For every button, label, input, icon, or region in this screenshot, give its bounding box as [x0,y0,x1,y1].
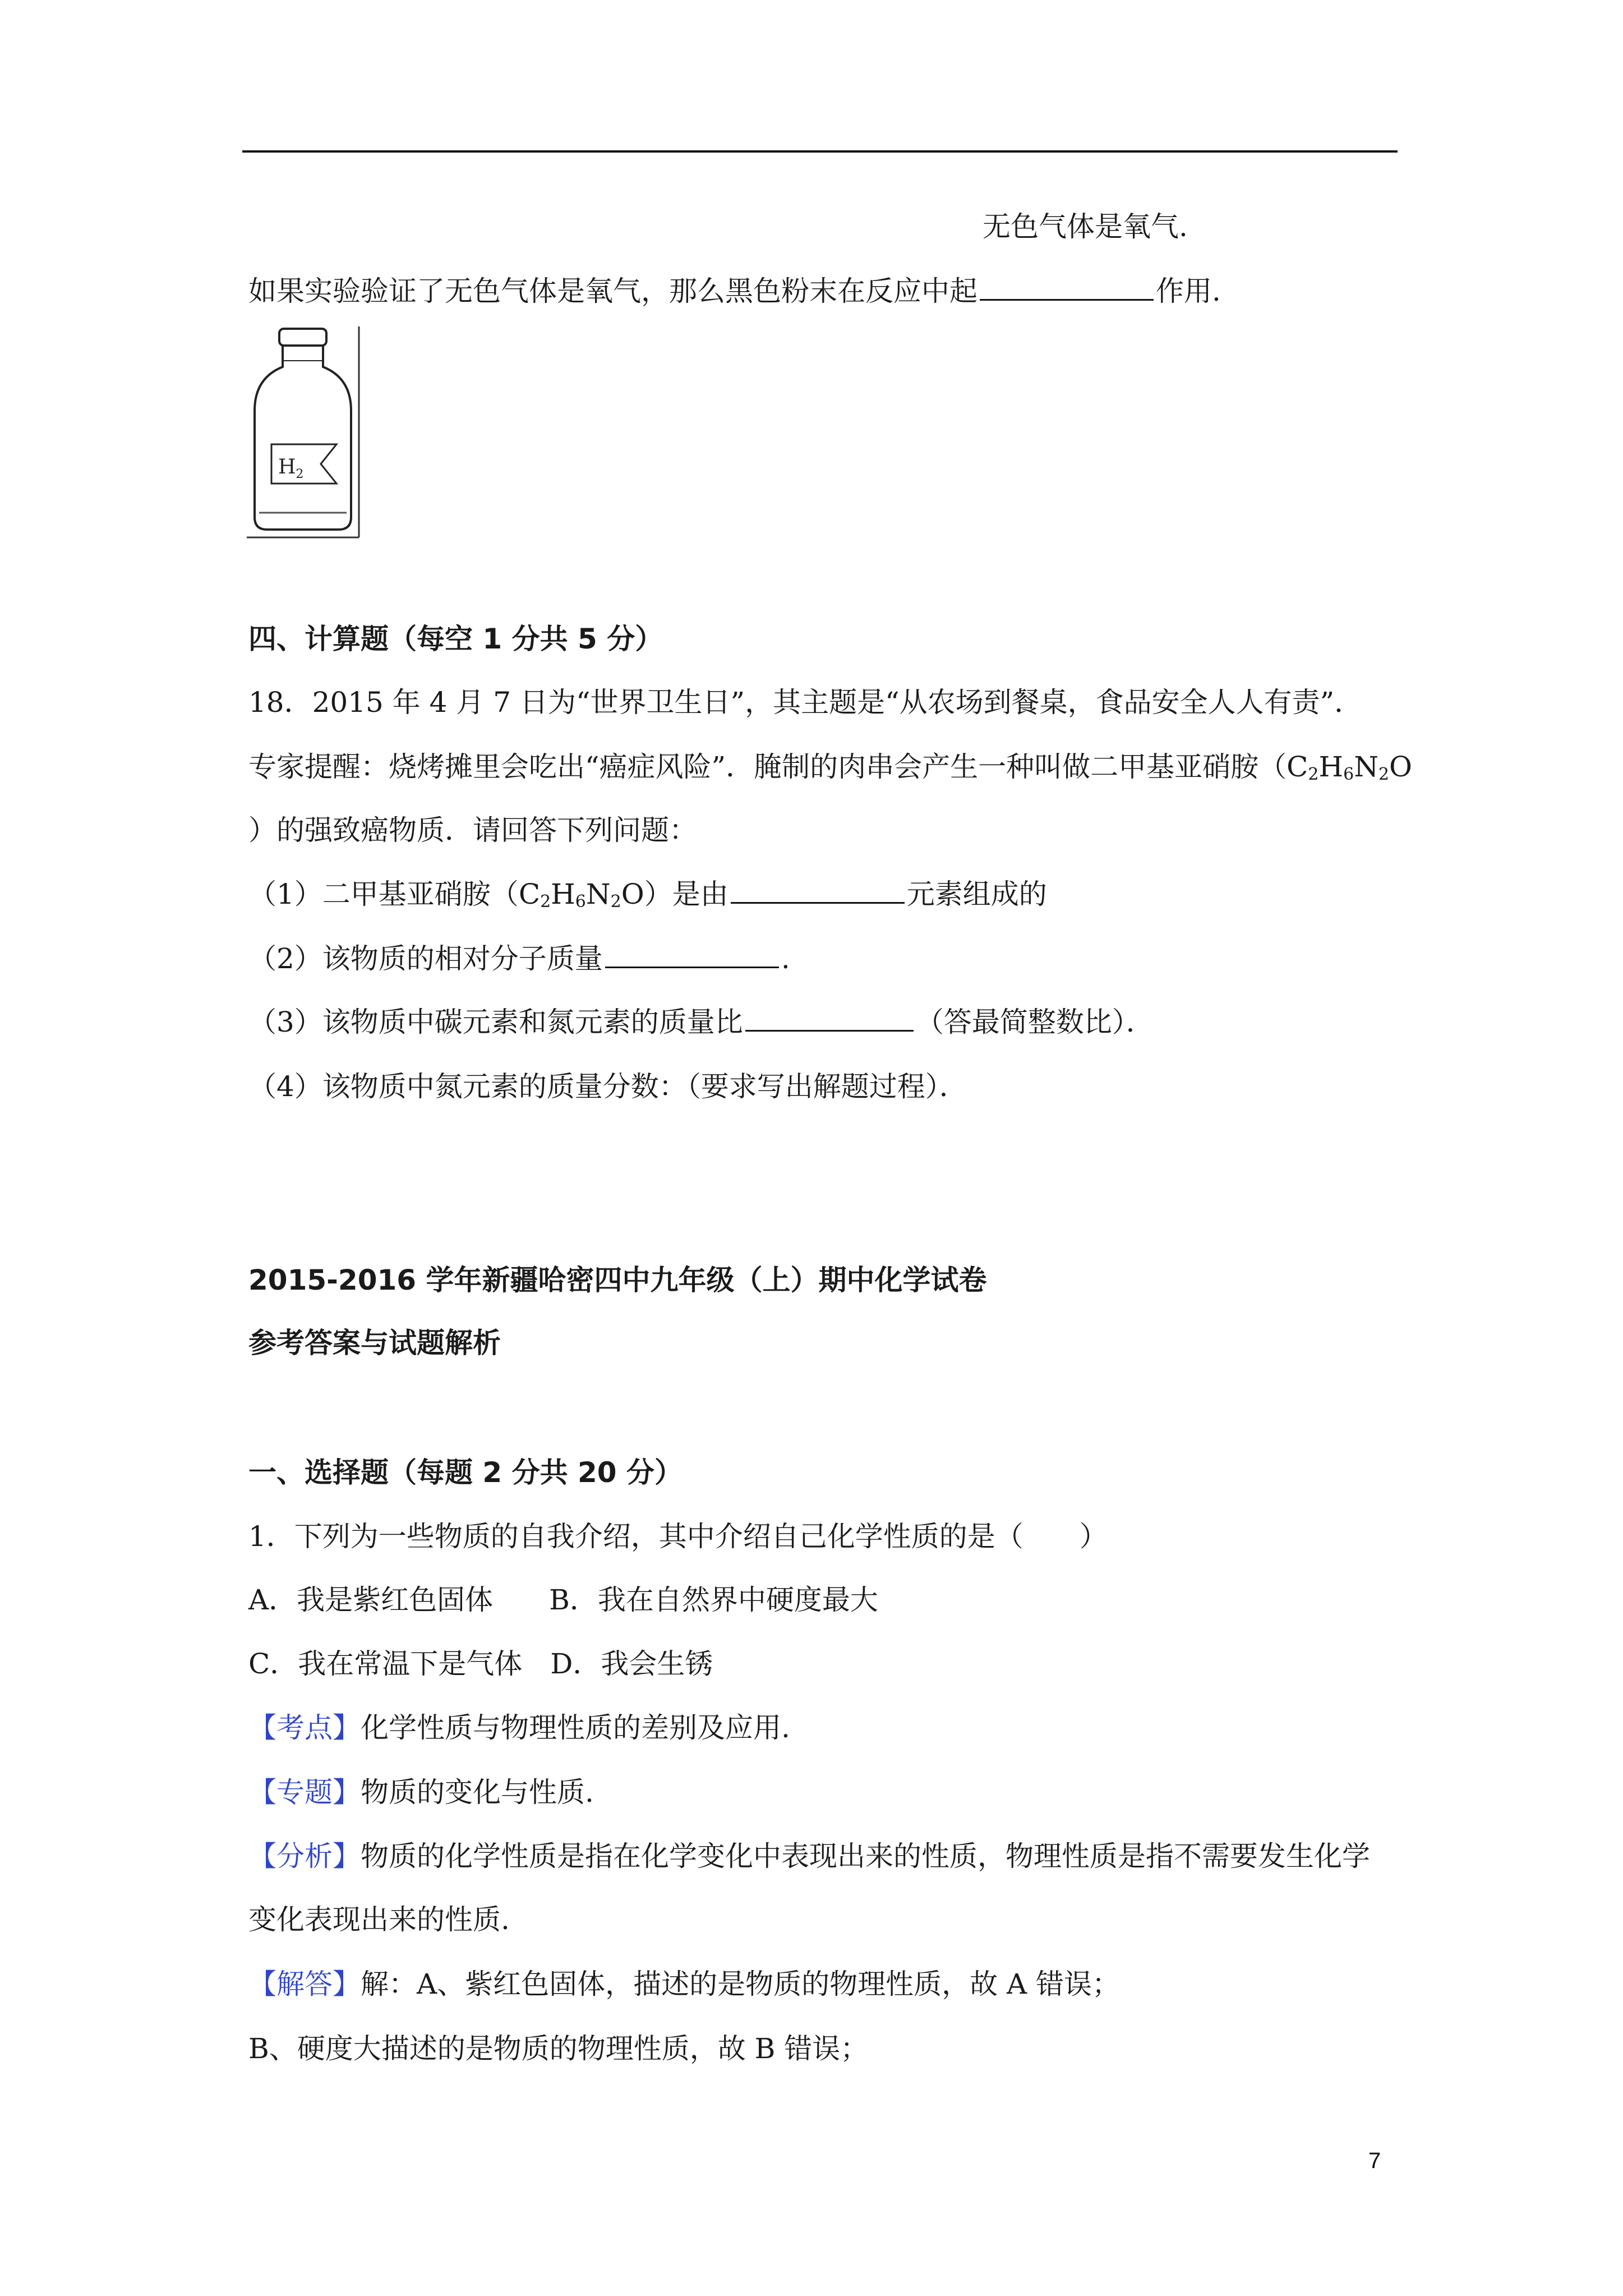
page-number: 7 [1368,2148,1381,2173]
verify-line: 如果实验验证了无色气体是氧气，那么黑色粉末在反应中起 作用. [248,273,1221,309]
q18-sub3: （3）该物质中碳元素和氮元素的质量比 （答最简整数比）． [248,1004,1154,1040]
jieda-line1: 【解答】解：A、紫红色固体，描述的是物质的物理性质，故 A 错误； [248,1968,1121,2000]
zhuanti-tag: 【专题】 [248,1776,361,1809]
zhuanti-line: 【专题】物质的变化与性质. [248,1776,594,1809]
answer-blank[interactable] [980,273,1154,301]
jieda-line2: B、硬度大描述的是物质的物理性质，故 B 错误； [248,2032,869,2065]
answers-subtitle: 参考答案与试题解析 [248,1327,501,1359]
answer-blank[interactable] [605,941,779,968]
section1-title: 一、选择题（每题 2 分共 20 分） [248,1456,683,1489]
formula-c2h6n2o: $C_2H_6N_2O$ [518,878,644,912]
answer-blank[interactable] [731,876,905,904]
section4-title: 四、计算题（每空 1 分共 5 分） [248,623,663,655]
gas-bottle-figure [247,326,365,540]
q18-line1: 18．2015 年 4 月 7 日为“世界卫生日”，其主题是“从农场到餐桌，食品安全人人有责”． [248,686,1363,719]
kaodian-tag: 【考点】 [248,1711,361,1744]
q18-sub2: （2）该物质的相对分子质量 . [248,941,790,977]
fenxi-line2: 变化表现出来的性质. [248,1903,510,1936]
q18-line3: ）的强致癌物质．请回答下列问题： [248,814,697,846]
q18-sub1: （1）二甲基亚硝胺$(C_2H_6N_2O)$是由 元素组成的 [248,876,1047,912]
q18-line2: 专家提醒：烧烤摊里会吃出“癌症风险”．腌制的肉串会产生一种叫做二甲基亚硝胺（$C_2H_6N_2O$ [248,751,1413,784]
header-rule [242,150,1398,153]
gas-line: 无色气体是氧气. [983,210,1188,243]
bottle-label-sub: 2 [296,467,304,481]
kaodian-line: 【考点】化学性质与物理性质的差别及应用. [248,1711,790,1744]
answers-title: 2015-2016 学年新疆哈密四中九年级（上）期中化学试卷 [248,1264,987,1296]
q1-options-ab: A．我是紫红色固体 B．我在自然界中硬度最大 [248,1584,878,1616]
fenxi-line1: 【分析】物质的化学性质是指在化学变化中表现出来的性质，物理性质是指不需要发生化学 [248,1840,1370,1872]
fenxi-tag: 【分析】 [248,1840,361,1872]
jieda-tag: 【解答】 [248,1968,361,2000]
q18-sub4: （4）该物质中氮元素的质量分数：（要求写出解题过程）． [248,1070,967,1103]
bottle-label-h: H [278,455,296,478]
answer-blank[interactable] [745,1004,914,1032]
q1-stem: 1．下列为一些物质的自我介绍，其中介绍自己化学性质的是（ ） [248,1520,1108,1553]
q1-options-cd: C．我在常温下是气体 D．我会生锈 [248,1648,713,1680]
formula-c2h6n2o: $C_2H_6N_2O$ [1287,751,1413,784]
